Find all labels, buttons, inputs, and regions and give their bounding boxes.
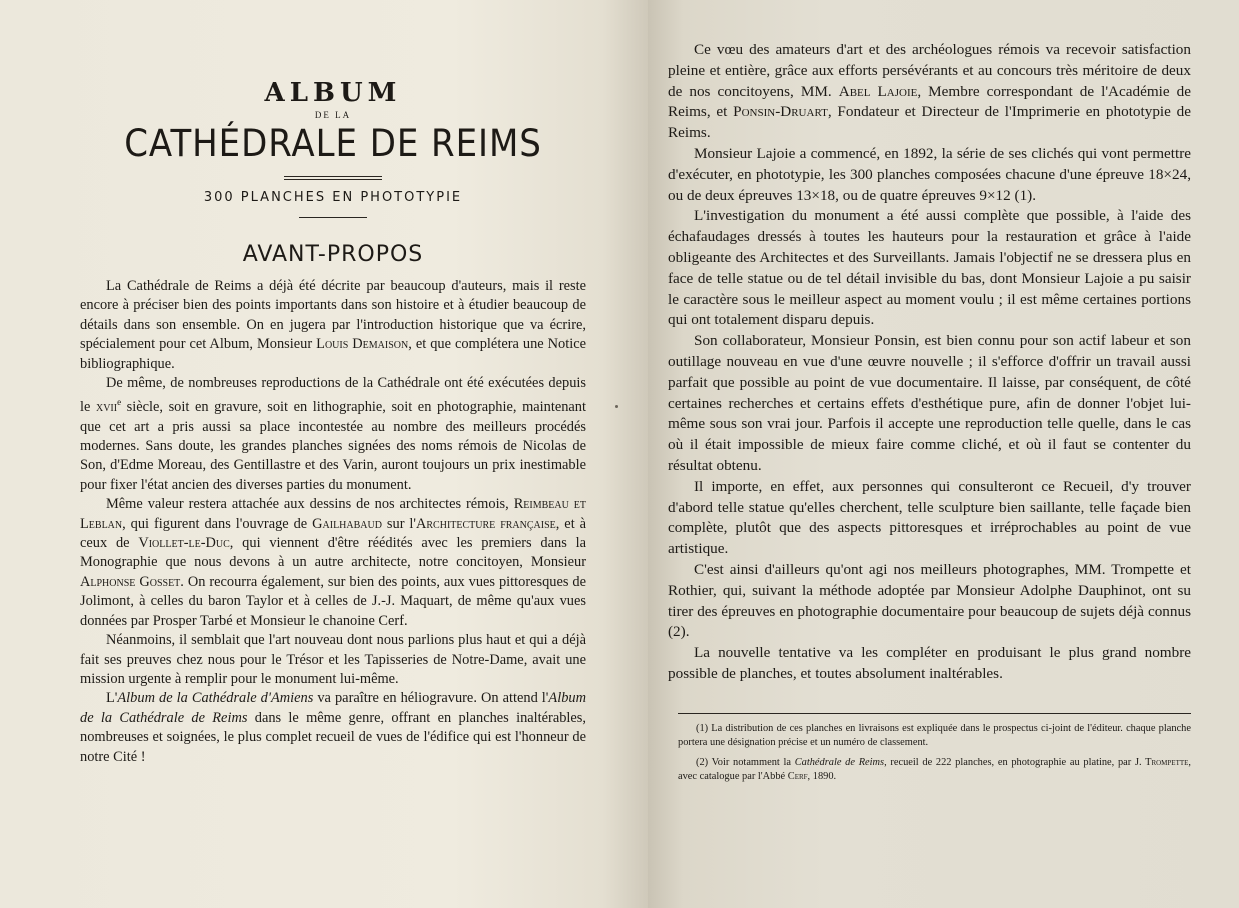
paragraph: De même, de nombreuses reproductions de la Cathédrale ont été exécutées depuis le xvii$^e$ siècle, soit en gravure, soit en lithographie, soit en photographie, maintenant que cet art a pris aussi sa place incontestée au nombre des meilleurs procédés modernes. Sans doute, les grandes planches signées des noms rémois de Nicolas de Son, d'Edme Moreau, des Gentillastre et des Varin, auront toujours un prix inestimable pour fixer l'état ancien des diverses parties du monument. [80, 375, 586, 493]
paragraph: La nouvelle tentative va les compléter en produisant le plus grand nombre possible de planches, et toutes absolument inaltérables. [668, 644, 1191, 682]
paragraph: La Cathédrale de Reims a déjà été décrite par beaucoup d'auteurs, mais il reste encore à préciser bien des points importants dans son histoire et à étudier beaucoup de détails dans son ensemble. On en jugera par l'introduction historique que va écrire, spécialement pour cet Album, Monsieur Louis Demaison, et que complétera une Notice bibliographique. [80, 278, 586, 372]
paragraph: C'est ainsi d'ailleurs qu'ont agi nos meilleurs photographes, MM. Trompette et Rothier, qui, suivant la méthode adoptée par Monsieur Adolphe Dauphinot, ont su tirer des épreuves en photographie documentaire pour beaucoup de sujets déjà connus (2). [668, 560, 1191, 641]
subtitle: 300 PLANCHES EN PHOTOTYPIE [203, 190, 463, 205]
title-album: ALBUM [264, 78, 402, 108]
paragraph: Son collaborateur, Monsieur Ponsin, est bien connu pour son actif labeur et son outillage nouveau en vue d'une œuvre nouvelle ; il s'efforce d'offrir un travail aussi parfait que possible au point de vue documentaire. Il laisse, par conséquent, de côté certaines recherches et certains effets d'esthétique pure, afin de donner l'objet lui-même sous son vrai jour. Parfois il accepte une reproduction telle quelle, dans le cas où il était impossible de mieux faire comme cliché, et où il faut se contenter du résultat obtenu. [668, 332, 1191, 474]
title-de-la: DE LA [314, 110, 352, 120]
section-heading: AVANT-PROPOS [242, 242, 424, 267]
paragraph: Il importe, en effet, aux personnes qui consulteront ce Recueil, d'y trouver d'abord telle statue qu'elles cherchent, telle sculpture bien saillante, telle façade bien complète, plutôt que des aspects pittoresques et irréprochables au point de vue artistique. [668, 477, 1191, 558]
footnotes [678, 713, 1191, 784]
left-body-text [80, 277, 586, 767]
paragraph: Monsieur Lajoie a commencé, en 1892, la série de ses clichés qui vont permettre d'exécuter, en phototypie, les 300 planches composées chacune d'une épreuve 18×24, ou de deux épreuves 13×18, ou de quatre épreuves 9×12 (1). [668, 144, 1191, 204]
right-body-text [668, 40, 1191, 685]
paragraph: Ce vœu des amateurs d'art et des archéologues rémois va recevoir satisfaction pleine et entière, grâce aux efforts persévérants et au concours très méritoire de deux de nos concitoyens, MM. Abel Lajoie, Membre correspondant de l'Académie de Reims, et Ponsin-Druart, Fondateur et Directeur de l'Imprimerie en phototypie de Reims. [668, 41, 1191, 142]
paragraph: Même valeur restera attachée aux dessins de nos architectes rémois, Reimbeau et Leblan, qui figurent dans l'ouvrage de Gailhabaud sur l'Architecture française, et à ceux de Viollet-le-Duc, qui viennent d'être réédités avec les premiers dans la Monographie que nous devons à un autre architecte, notre concitoyen, Monsieur Alphonse Gosset. On recourra également, sur bien des points, aux vues pittoresques de Jolimont, à celles du baron Taylor et à celles de J.-J. Maquart, de même qu'aux vues données par Prosper Tarbé et Monsieur le chanoine Cerf. [80, 496, 587, 629]
right-page [648, 0, 1239, 908]
title-main: CATHÉDRALE DE REIMS [124, 122, 542, 165]
subtitle-rule [299, 217, 367, 218]
gutter-mark [615, 405, 618, 408]
footnote: (2) Voir notamment la Cathédrale de Reims, recueil de 222 planches, en photographie au platine, par J. Trompette, avec catalogue par l'Abbé Cerf, 1890. [678, 756, 1192, 782]
paragraph: Néanmoins, il semblait que l'art nouveau dont nous parlions plus haut et qui a déjà fait ses preuves chez nous pour le Trésor et les Tapisseries de Notre-Dame, avait une mission urgente à remplir pour le monument lui-même. [80, 632, 586, 687]
title-rule [284, 176, 382, 180]
paragraph: L'investigation du monument a été aussi complète que possible, à l'aide des échafaudages dressés à toutes les hauteurs pour la restauration et grâce à l'aide obligeante des Architectes et des Surveillants. Jamais l'objectif ne se dressera plus en face de telle statue ou de tel détail invisible du bas, dont Monsieur Lajoie a pu saisir le caractère sous le meilleur aspect au moment voulu ; il est même certaines portions qui ont totalement disparu depuis. [668, 207, 1191, 329]
footnote: (1) La distribution de ces planches en livraisons est expliquée dans le prospectus ci-joint de l'éditeur. chaque planche portera une désignation précise et un numéro de classement. [678, 722, 1191, 748]
paragraph: L'Album de la Cathédrale d'Amiens va paraître en héliogravure. On attend l'Album de la Cathédrale de Reims dans le même genre, offrant en planches inaltérables, nombreuses et soignées, le plus complet recueil de vues de l'édifice qui est l'honneur de notre Cité ! [80, 690, 586, 765]
